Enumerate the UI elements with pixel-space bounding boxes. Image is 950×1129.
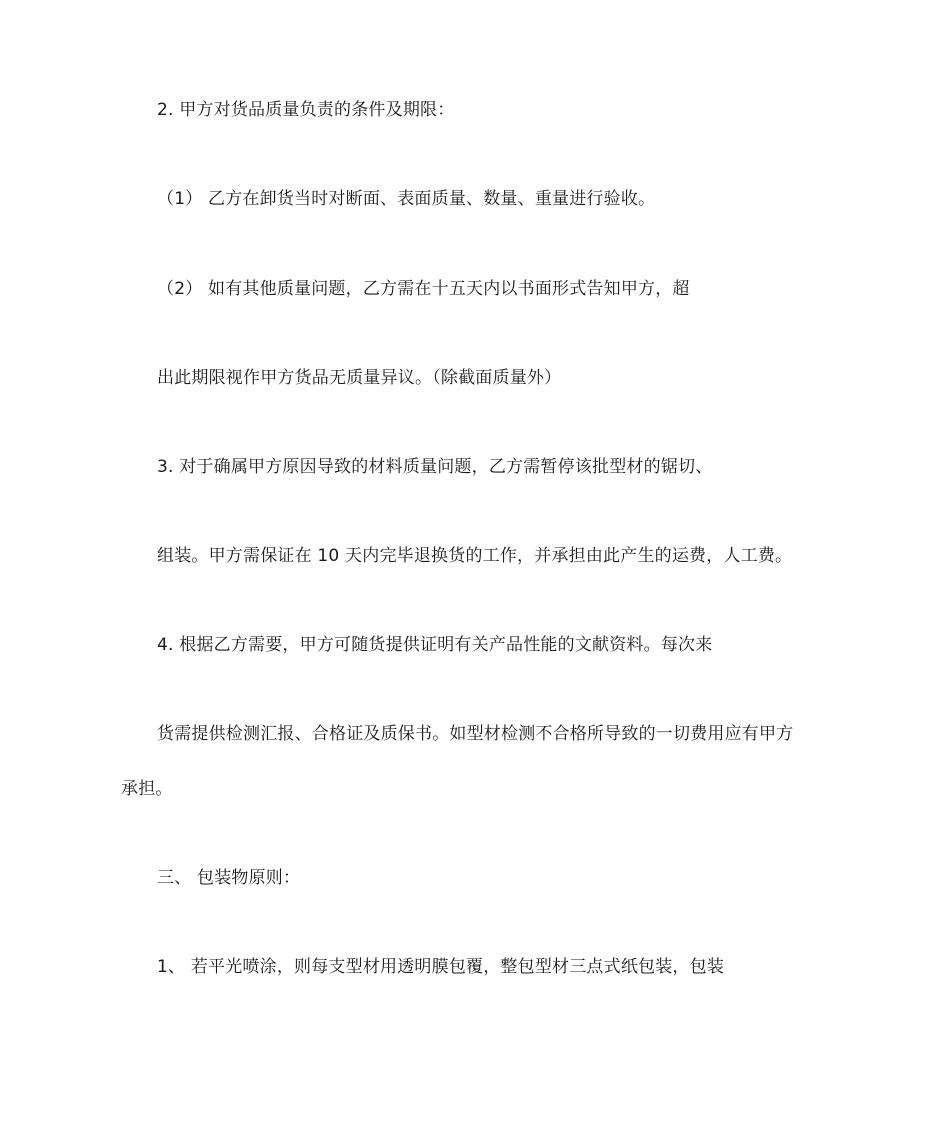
- clause-2-heading: 2. 甲方对货品质量负责的条件及期限：: [157, 100, 455, 120]
- clause-2-item-1: （1） 乙方在卸货当时对断面、表面质量、数量、重量进行验收。: [157, 189, 656, 209]
- section-3-heading: 三、 包装物原则：: [157, 868, 301, 888]
- clause-4-line-3: 承担。: [121, 779, 173, 799]
- clause-3-line-2: 组装。甲方需保证在 10 天内完毕退换货的工作，并承担由此产生的运费，人工费。: [157, 546, 793, 566]
- clause-4-line-2: 货需提供检测汇报、合格证及质保书。如型材检测不合格所导致的一切费用应有甲方: [157, 724, 794, 744]
- section-3-item-1: 1、 若平光喷涂，则每支型材用透明膜包覆，整包型材三点式纸包装，包装: [157, 957, 725, 977]
- clause-3-line-1: 3. 对于确属甲方原因导致的材料质量问题，乙方需暂停该批型材的锯切、: [157, 457, 713, 477]
- clause-4-line-1: 4. 根据乙方需要，甲方可随货提供证明有关产品性能的文献资料。每次来: [157, 635, 713, 655]
- clause-2-item-2-line-2: 出此期限视作甲方货品无质量异议。（除截面质量外）: [157, 368, 562, 388]
- clause-2-item-2-line-1: （2） 如有其他质量问题，乙方需在十五天内以书面形式告知甲方，超: [157, 279, 690, 299]
